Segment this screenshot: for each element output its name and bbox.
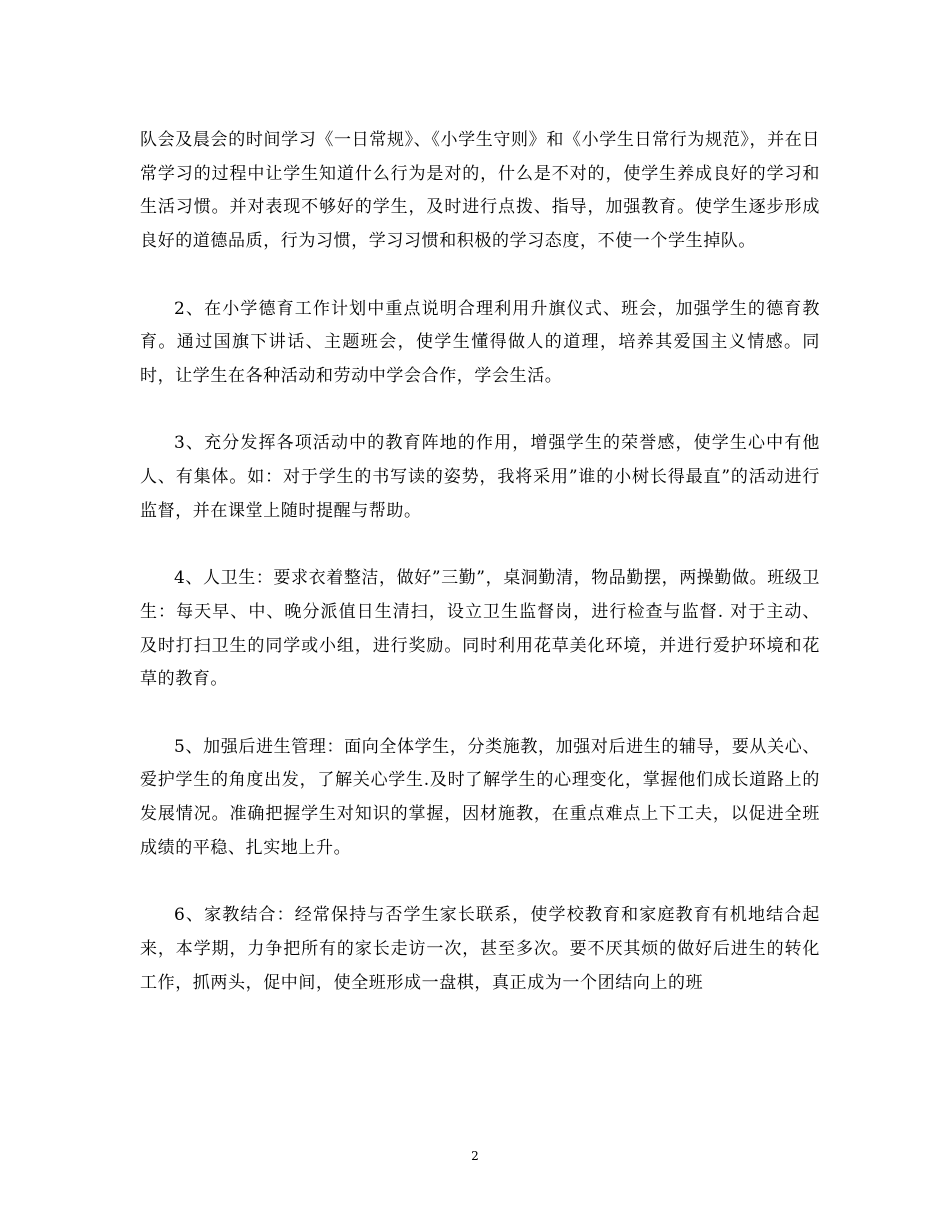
paragraph-item-3: 3、充分发挥各项活动中的教育阵地的作用，增强学生的荣誉感，使学生心中有他人、有集体。如：对于学生的书写读的姿势，我将采用”谁的小树长得最直”的活动进行监督，并在课堂上随时提醒与帮助。 (140, 433, 820, 521)
page-number: 2 (471, 1149, 479, 1163)
paragraph-item-5: 5、加强后进生管理：面向全体学生，分类施教，加强对后进生的辅导，要从关心、爱护学生的角度出发，了解关心学生.及时了解学生的心理变化，掌握他们成长道路上的发展情况。准确把握学生对知识的掌握，因材施教，在重点难点上下工夫，以促进全班成绩的平稳、扎实地上升。 (140, 736, 820, 858)
paragraph-item-6: 6、家教结合：经常保持与否学生家长联系，使学校教育和家庭教育有机地结合起来，本学期，力争把所有的家长走访一次，甚至多次。要不厌其烦的做好后进生的转化工作，抓两头，促中间，使全班形成一盘棋，真正成为一个团结向上的班 (140, 905, 820, 993)
paragraph-continuation: 队会及晨会的时间学习《一日常规》、《小学生守则》和《小学生日常行为规范》，并在日常学习的过程中让学生知道什么行为是对的，什么是不对的，使学生养成良好的学习和生活习惯。并对表现不够好的学生，及时进行点拨、指导，加强教育。使学生逐步形成良好的道德品质，行为习惯，学习习惯和积极的学习态度，不使一个学生掉队。 (140, 130, 820, 252)
document-body (140, 124, 820, 1000)
paragraph-item-2: 2、在小学德育工作计划中重点说明合理利用升旗仪式、班会，加强学生的德育教育。通过国旗下讲话、主题班会，使学生懂得做人的道理，培养其爱国主义情感。同时，让学生在各种活动和劳动中学会合作，学会生活。 (140, 298, 820, 386)
paragraph-item-4: 4、人卫生：要求衣着整洁，做好”三勤”，桌洞勤清，物品勤摆，两操勤做。班级卫生：每天早、中、晚分派值日生清扫，设立卫生监督岗，进行检查与监督. 对于主动、及时打扫卫生的同学或小组，进行奖励。同时利用花草美化环境，并进行爱护环境和花草的教育。 (140, 568, 820, 690)
